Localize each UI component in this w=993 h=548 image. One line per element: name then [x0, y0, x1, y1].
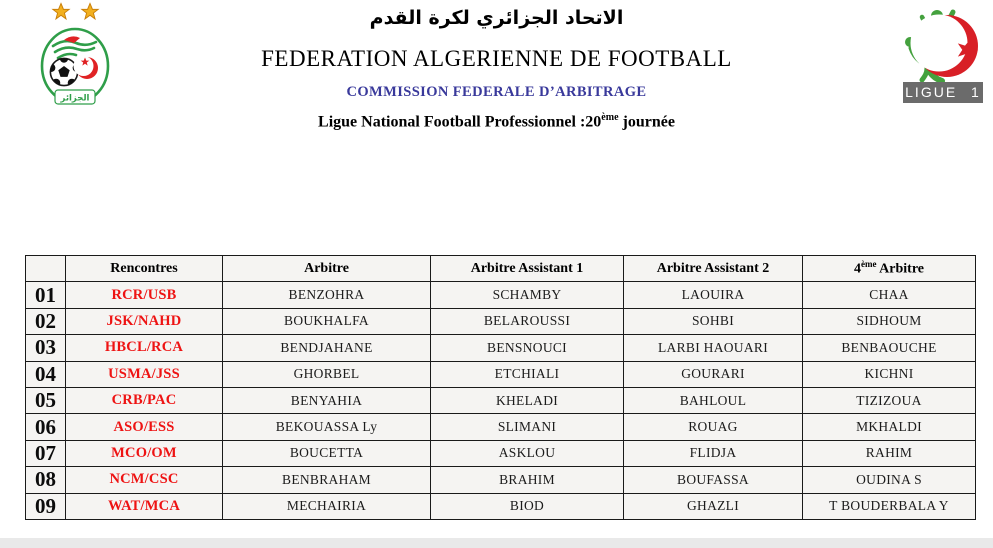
- row-number: 01: [26, 282, 66, 308]
- fourth-referee-name: SIDHOUM: [803, 308, 976, 334]
- referee-name: BENYAHIA: [223, 387, 431, 413]
- assistant1-name: KHELADI: [431, 387, 624, 413]
- federation-title: FEDERATION ALGERIENNE DE FOOTBALL: [261, 46, 732, 71]
- fourth-referee-name: OUDINA S: [803, 467, 976, 493]
- journee-title: [130, 112, 863, 131]
- referee-name: GHORBEL: [223, 361, 431, 387]
- referee-name: MECHAIRIA: [223, 493, 431, 519]
- table-row: [26, 493, 976, 519]
- referee-name: BOUCETTA: [223, 440, 431, 466]
- referee-name: BENDJAHANE: [223, 335, 431, 361]
- row-number: 03: [26, 335, 66, 361]
- assistant1-name: SCHAMBY: [431, 282, 624, 308]
- faf-crest-logo: [28, 0, 124, 116]
- commission-subtitle: COMMISSION FEDERALE D’ARBITRAGE: [346, 84, 647, 100]
- match-fixture: USMA/JSS: [66, 361, 223, 387]
- match-fixture: HBCL/RCA: [66, 335, 223, 361]
- table-header-row: [26, 256, 976, 282]
- assistant1-name: ETCHIALI: [431, 361, 624, 387]
- match-fixture: NCM/CSC: [66, 467, 223, 493]
- row-number: 04: [26, 361, 66, 387]
- assistant2-name: SOHBI: [624, 308, 803, 334]
- fourth-referee-name: RAHIM: [803, 440, 976, 466]
- table-row: [26, 467, 976, 493]
- fourth-referee-name: TIZIZOUA: [803, 387, 976, 413]
- fourth-suffix: Arbitre: [876, 262, 925, 278]
- faf-crest-svg: [28, 0, 124, 116]
- assistant2-name: ROUAG: [624, 414, 803, 440]
- assistant1-name: BENSNOUCI: [431, 335, 624, 361]
- journee-suffix: journée: [618, 113, 675, 131]
- referee-name: BEKOUASSA Ly: [223, 414, 431, 440]
- col-header-assistant1: Arbitre Assistant 1: [431, 256, 624, 282]
- row-number: 02: [26, 308, 66, 334]
- title-arabic: الاتحاد الجزائري لكرة القدم: [369, 7, 624, 29]
- match-fixture: JSK/NAHD: [66, 308, 223, 334]
- table-row: [26, 414, 976, 440]
- fourth-referee-name: KICHNI: [803, 361, 976, 387]
- match-fixture: RCR/USB: [66, 282, 223, 308]
- document-header: [130, 0, 863, 150]
- ligue1-logo: [897, 4, 987, 104]
- crest-arabic-text: الجزائر: [60, 93, 90, 104]
- journee-sup: ème: [601, 112, 619, 123]
- col-header-fourth: [803, 256, 976, 282]
- referee-name: BENBRAHAM: [223, 467, 431, 493]
- match-fixture: ASO/ESS: [66, 414, 223, 440]
- referee-designation-table: [25, 255, 976, 520]
- table-row: [26, 440, 976, 466]
- assistant2-name: FLIDJA: [624, 440, 803, 466]
- table-row: [26, 335, 976, 361]
- table-row: [26, 387, 976, 413]
- table-row: [26, 361, 976, 387]
- col-header-rencontres: Rencontres: [66, 256, 223, 282]
- ligue1-label: LIGUE 1: [903, 82, 983, 103]
- referee-name: BENZOHRA: [223, 282, 431, 308]
- table-row: [26, 282, 976, 308]
- row-number: 06: [26, 414, 66, 440]
- assistant2-name: GOURARI: [624, 361, 803, 387]
- match-fixture: CRB/PAC: [66, 387, 223, 413]
- gold-stars-icon: [53, 3, 98, 18]
- fourth-sup: ème: [860, 259, 877, 270]
- match-fixture: MCO/OM: [66, 440, 223, 466]
- red-crescent-star-icon: [911, 15, 981, 78]
- fourth-referee-name: T BOUDERBALA Y: [803, 493, 976, 519]
- assistant1-name: BIOD: [431, 493, 624, 519]
- referee-name: BOUKHALFA: [223, 308, 431, 334]
- journee-prefix: Ligue National Football Professionnel :20: [318, 113, 602, 131]
- fourth-referee-name: BENBAOUCHE: [803, 335, 976, 361]
- ligue1-figures-svg: [897, 4, 987, 82]
- assistant2-name: LAOUIRA: [624, 282, 803, 308]
- assistant2-name: BOUFASSA: [624, 467, 803, 493]
- fourth-referee-name: CHAA: [803, 282, 976, 308]
- col-header-arbitre: Arbitre: [223, 256, 431, 282]
- match-fixture: WAT/MCA: [66, 493, 223, 519]
- row-number: 07: [26, 440, 66, 466]
- assistant1-name: BRAHIM: [431, 467, 624, 493]
- col-header-assistant2: Arbitre Assistant 2: [624, 256, 803, 282]
- row-number: 09: [26, 493, 66, 519]
- assistant1-name: BELAROUSSI: [431, 308, 624, 334]
- assistant2-name: GHAZLI: [624, 493, 803, 519]
- table-row: [26, 308, 976, 334]
- col-header-number: [26, 256, 66, 282]
- assistant2-name: BAHLOUL: [624, 387, 803, 413]
- fourth-prefix: 4: [853, 262, 861, 278]
- page-edge-strip: [0, 538, 993, 548]
- row-number: 08: [26, 467, 66, 493]
- fourth-referee-name: MKHALDI: [803, 414, 976, 440]
- referee-table-body: [26, 282, 976, 520]
- assistant1-name: SLIMANI: [431, 414, 624, 440]
- assistant1-name: ASKLOU: [431, 440, 624, 466]
- row-number: 05: [26, 387, 66, 413]
- assistant2-name: LARBI HAOUARI: [624, 335, 803, 361]
